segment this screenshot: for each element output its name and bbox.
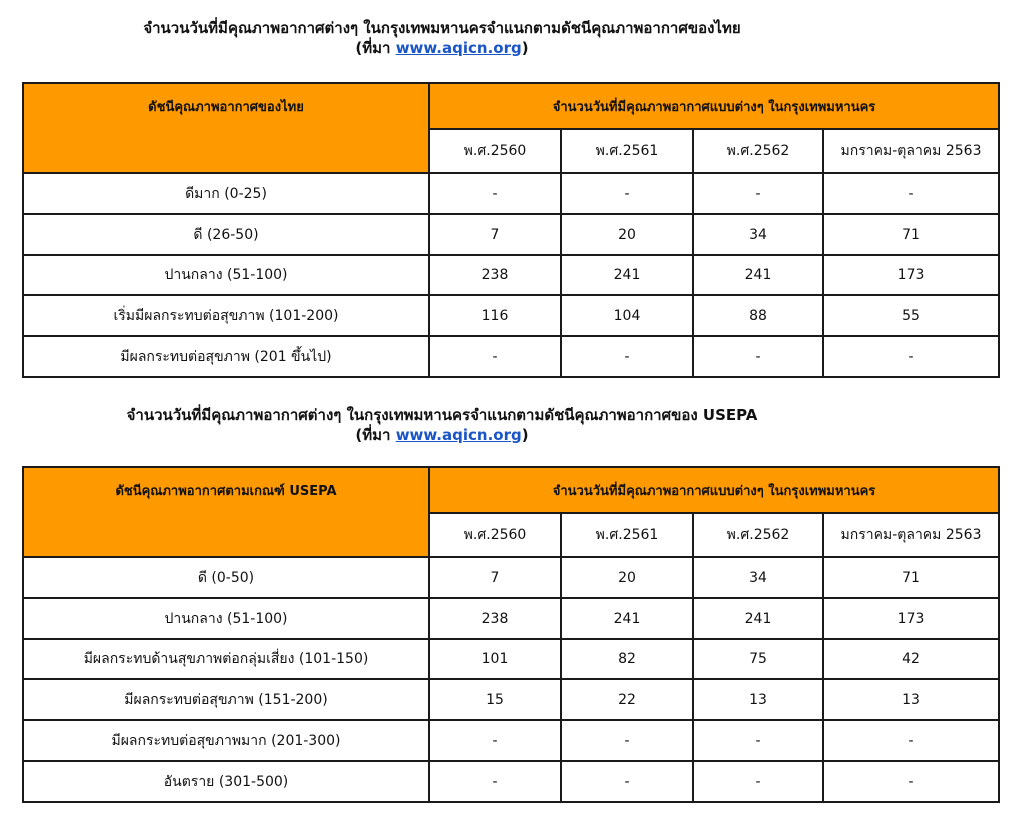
table1-source xyxy=(0,38,884,58)
table1-year-header: มกราคม-ตุลาคม 2563 xyxy=(823,129,999,173)
cell-value: 241 xyxy=(693,598,823,639)
table2-title xyxy=(0,405,884,445)
table-row xyxy=(23,295,999,336)
table2-year-header: พ.ศ.2561 xyxy=(561,513,693,557)
row-label: มีผลกระทบด้านสุขภาพต่อกลุ่มเสี่ยง (101-150) xyxy=(23,639,429,679)
table1-title-line: จำนวนวันที่มีคุณภาพอากาศต่างๆ ในกรุงเทพมหานครจำแนกตามดัชนีคุณภาพอากาศของไทย xyxy=(143,19,741,37)
source-link[interactable]: www.aqicn.org xyxy=(395,426,522,444)
table1-year-header: พ.ศ.2562 xyxy=(693,129,823,173)
table-row xyxy=(23,255,999,295)
cell-value: 173 xyxy=(823,598,999,639)
cell-value: - xyxy=(429,761,561,802)
row-label: มีผลกระทบต่อสุขภาพ (151-200) xyxy=(23,679,429,720)
cell-value: - xyxy=(823,173,999,214)
cell-value: - xyxy=(429,173,561,214)
table1-year-header: พ.ศ.2560 xyxy=(429,129,561,173)
table-row xyxy=(23,679,999,720)
cell-value: 20 xyxy=(561,557,693,598)
cell-value: 238 xyxy=(429,255,561,295)
cell-value: 22 xyxy=(561,679,693,720)
table-row xyxy=(23,639,999,679)
table-row xyxy=(23,557,999,598)
table2-header-days: จำนวนวันที่มีคุณภาพอากาศแบบต่างๆ ในกรุงเทพมหานคร xyxy=(429,467,999,513)
source-suffix: ) xyxy=(521,426,529,444)
cell-value: - xyxy=(693,336,823,377)
table1-year-header: พ.ศ.2561 xyxy=(561,129,693,173)
cell-value: 75 xyxy=(693,639,823,679)
cell-value: - xyxy=(823,720,999,761)
cell-value: 55 xyxy=(823,295,999,336)
cell-value: - xyxy=(429,336,561,377)
table2-year-header: พ.ศ.2562 xyxy=(693,513,823,557)
table-row xyxy=(23,173,999,214)
cell-value: 173 xyxy=(823,255,999,295)
row-label: มีผลกระทบต่อสุขภาพ (201 ขึ้นไป) xyxy=(23,336,429,377)
cell-value: 241 xyxy=(561,255,693,295)
row-label: ปานกลาง (51-100) xyxy=(23,598,429,639)
source-link[interactable]: www.aqicn.org xyxy=(395,39,522,57)
cell-value: 238 xyxy=(429,598,561,639)
row-label: ดี (0-50) xyxy=(23,557,429,598)
cell-value: 116 xyxy=(429,295,561,336)
table-row xyxy=(23,214,999,255)
table1-header-index: ดัชนีคุณภาพอากาศของไทย xyxy=(23,83,429,173)
cell-value: - xyxy=(693,761,823,802)
cell-value: - xyxy=(561,336,693,377)
cell-value: - xyxy=(823,761,999,802)
cell-value: 15 xyxy=(429,679,561,720)
table1-header-days: จำนวนวันที่มีคุณภาพอากาศแบบต่างๆ ในกรุงเทพมหานคร xyxy=(429,83,999,129)
row-label: มีผลกระทบต่อสุขภาพมาก (201-300) xyxy=(23,720,429,761)
cell-value: 104 xyxy=(561,295,693,336)
table1 xyxy=(22,82,1000,378)
table2-year-header: มกราคม-ตุลาคม 2563 xyxy=(823,513,999,557)
table2-header-index: ดัชนีคุณภาพอากาศตามเกณฑ์ USEPA xyxy=(23,467,429,557)
cell-value: - xyxy=(561,761,693,802)
cell-value: 34 xyxy=(693,214,823,255)
cell-value: 7 xyxy=(429,557,561,598)
row-label: เริ่มมีผลกระทบต่อสุขภาพ (101-200) xyxy=(23,295,429,336)
cell-value: - xyxy=(561,720,693,761)
cell-value: 101 xyxy=(429,639,561,679)
cell-value: - xyxy=(429,720,561,761)
row-label: ดีมาก (0-25) xyxy=(23,173,429,214)
cell-value: 241 xyxy=(561,598,693,639)
source-prefix: (ที่มา xyxy=(355,39,396,57)
cell-value: 88 xyxy=(693,295,823,336)
cell-value: 13 xyxy=(693,679,823,720)
table2-title-line: จำนวนวันที่มีคุณภาพอากาศต่างๆ ในกรุงเทพมหานครจำแนกตามดัชนีคุณภาพอากาศของ USEPA xyxy=(126,406,758,424)
table-row xyxy=(23,598,999,639)
cell-value: 20 xyxy=(561,214,693,255)
table-row xyxy=(23,720,999,761)
cell-value: 7 xyxy=(429,214,561,255)
row-label: ปานกลาง (51-100) xyxy=(23,255,429,295)
table2 xyxy=(22,466,1000,803)
row-label: ดี (26-50) xyxy=(23,214,429,255)
source-suffix: ) xyxy=(521,39,529,57)
cell-value: - xyxy=(693,720,823,761)
cell-value: 241 xyxy=(693,255,823,295)
source-prefix: (ที่มา xyxy=(355,426,396,444)
cell-value: - xyxy=(823,336,999,377)
table-row xyxy=(23,761,999,802)
cell-value: 34 xyxy=(693,557,823,598)
cell-value: 71 xyxy=(823,557,999,598)
cell-value: 71 xyxy=(823,214,999,255)
cell-value: 82 xyxy=(561,639,693,679)
table2-year-header: พ.ศ.2560 xyxy=(429,513,561,557)
table-row xyxy=(23,336,999,377)
table2-source xyxy=(0,425,884,445)
cell-value: 13 xyxy=(823,679,999,720)
cell-value: 42 xyxy=(823,639,999,679)
table1-title xyxy=(0,18,884,58)
row-label: อันตราย (301-500) xyxy=(23,761,429,802)
cell-value: - xyxy=(561,173,693,214)
cell-value: - xyxy=(693,173,823,214)
